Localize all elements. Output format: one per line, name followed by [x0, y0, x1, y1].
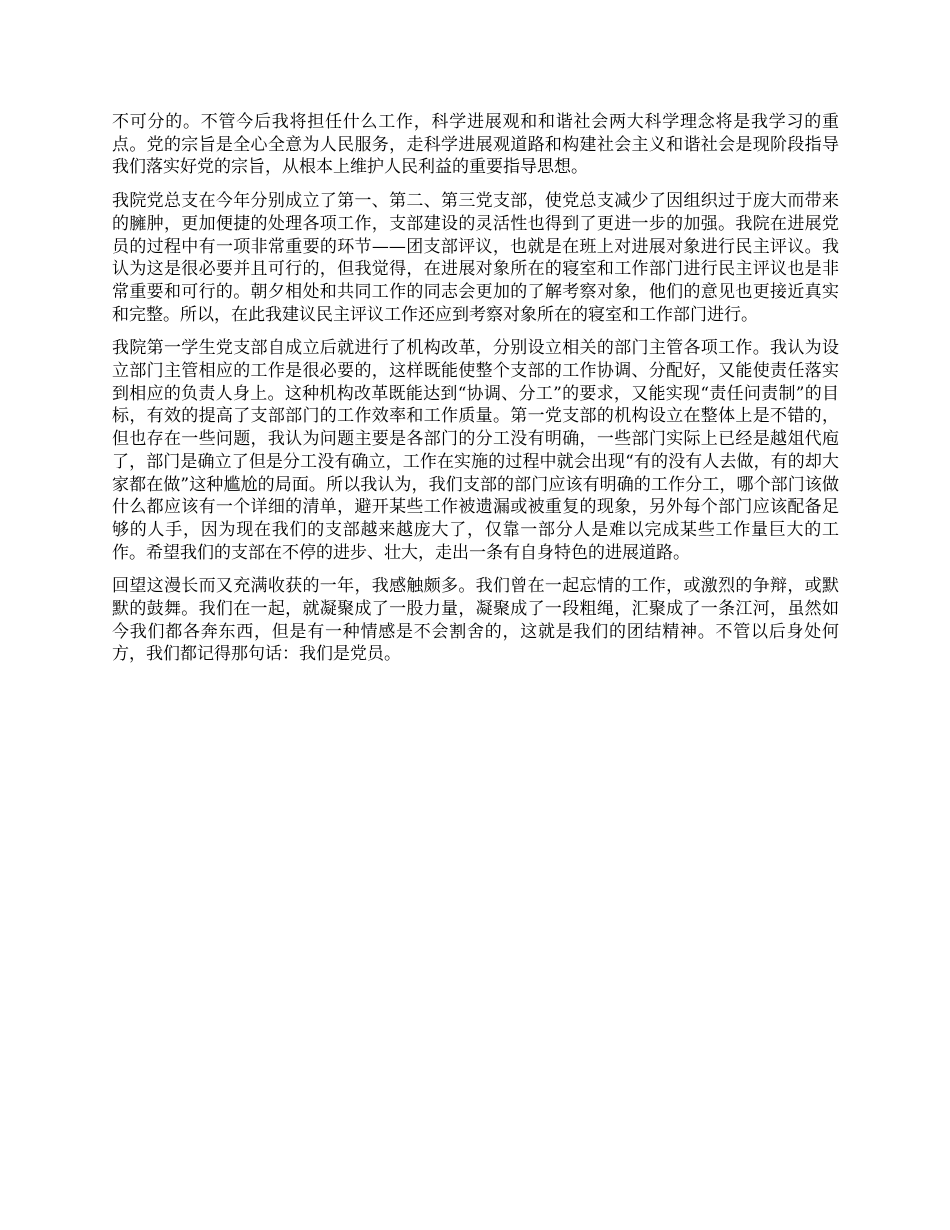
- paragraph-2: 我院党总支在今年分别成立了第一、第二、第三党支部，使党总支减少了因组织过于庞大而带来的臃肿，更加便捷的处理各项工作，支部建设的灵活性也得到了更进一步的加强。我院在进展党员的过程中有一项非常重要的环节——团支部评议，也就是在班上对进展对象进行民主评议。我认为这是很必要并且可行的，但我觉得，在进展对象所在的寝室和工作部门进行民主评议也是非常重要和可行的。朝夕相处和共同工作的同志会更加的了解考察对象，他们的意见也更接近真实和完整。所以，在此我建议民主评议工作还应到考察对象所在的寝室和工作部门进行。: [112, 191, 839, 325]
- document-body: [112, 111, 839, 666]
- paragraph-4: 回望这漫长而又充满收获的一年，我感触颇多。我们曾在一起忘情的工作，或激烈的争辩，或默默的鼓舞。我们在一起，就凝聚成了一股力量，凝聚成了一段粗绳，汇聚成了一条江河，虽然如今我们都各奔东西，但是有一种情感是不会割舍的，这就是我们的团结精神。不管以后身处何方，我们都记得那句话：我们是党员。: [112, 576, 839, 665]
- paragraph-3: 我院第一学生党支部自成立后就进行了机构改革，分别设立相关的部门主管各项工作。我认为设立部门主管相应的工作是很必要的，这样既能使整个支部的工作协调、分配好，又能使责任落实到相应的负责人身上。这种机构改革既能达到“协调、分工”的要求，又能实现“责任问责制”的目标，有效的提高了支部部门的工作效率和工作质量。第一党支部的机构设立在整体上是不错的，但也存在一些问题，我认为问题主要是各部门的分工没有明确，一些部门实际上已经是越俎代庖了，部门是确立了但是分工没有确立，工作在实施的过程中就会出现“有的没有人去做，有的却大家都在做”这种尴尬的局面。所以我认为，我们支部的部门应该有明确的工作分工，哪个部门该做什么都应该有一个详细的清单，避开某些工作被遗漏或被重复的现象，另外每个部门应该配备足够的人手，因为现在我们的支部越来越庞大了，仅靠一部分人是难以完成某些工作量巨大的工作。希望我们的支部在不停的进步、壮大，走出一条有自身特色的进展道路。: [112, 338, 839, 563]
- paragraph-1: 不可分的。不管今后我将担任什么工作，科学进展观和和谐社会两大科学理念将是我学习的重点。党的宗旨是全心全意为人民服务，走科学进展观道路和构建社会主义和谐社会是现阶段指导我们落实好党的宗旨，从根本上维护人民利益的重要指导思想。: [112, 112, 839, 178]
